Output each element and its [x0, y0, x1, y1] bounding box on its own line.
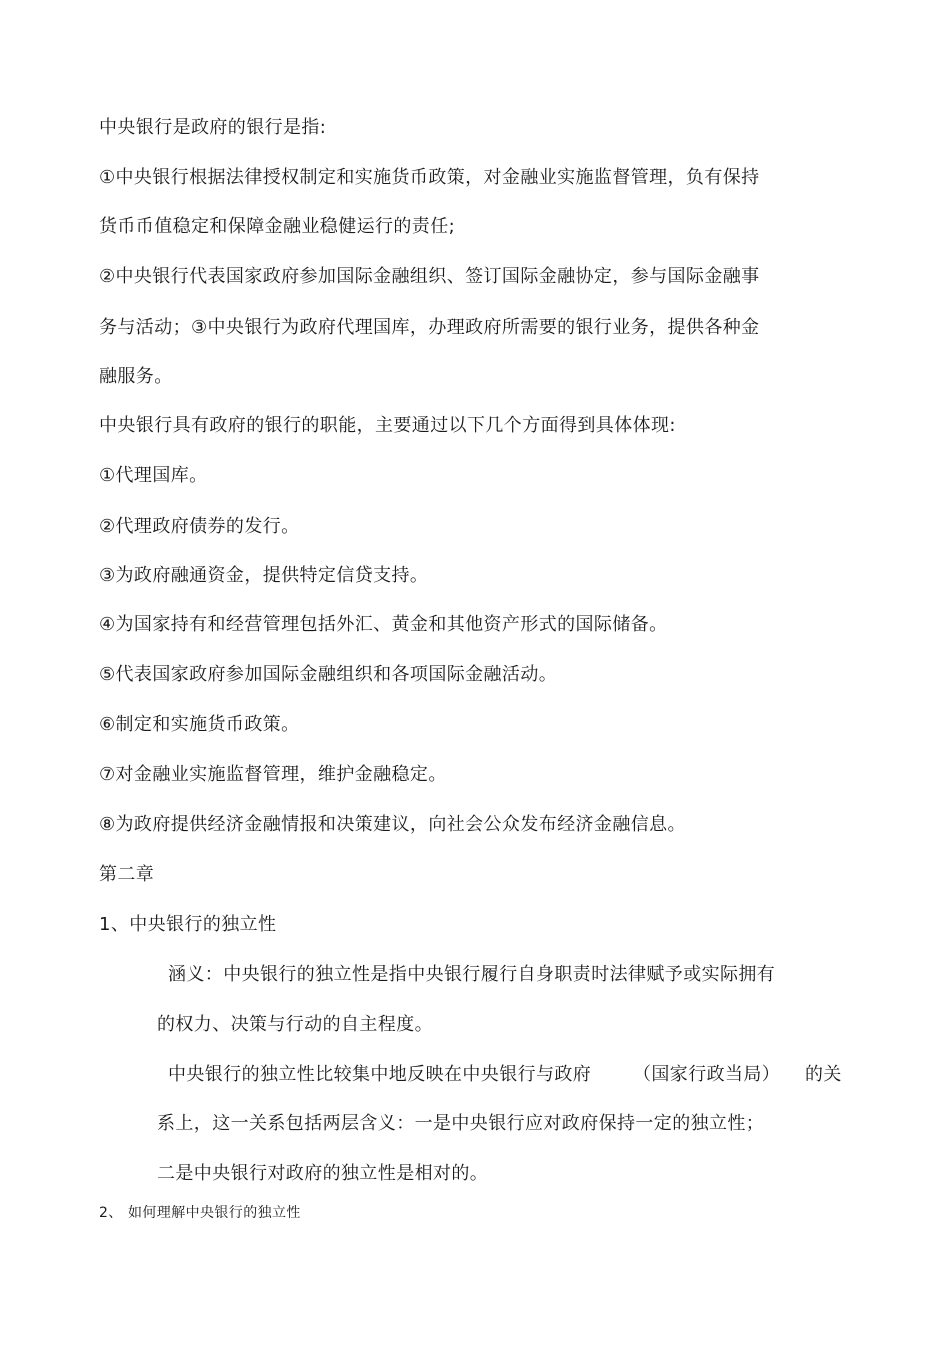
relationship-line-2: 系上，这一关系包括两层含义：一是中央银行应对政府保持一定的独立性；	[157, 1113, 765, 1134]
intro-line: 中央银行是政府的银行是指:	[99, 117, 327, 138]
function-item: ③为政府融通资金，提供特定信贷支持。	[99, 565, 429, 586]
function-item: ②代理政府债券的发行。	[99, 516, 300, 537]
definition-line-1: 涵义：中央银行的独立性是指中央银行履行自身职责时法律赋予或实际拥有	[168, 964, 776, 985]
paragraph-2-line-3: 融服务。	[99, 366, 173, 387]
paragraph-2-line-2: 务与活动；③中央银行为政府代理国库，办理政府所需要的银行业务，提供各种金	[99, 317, 760, 338]
paragraph-1-line-2: 货币币值稳定和保障金融业稳健运行的责任;	[99, 216, 456, 237]
section-heading-1: 1、中央银行的独立性	[99, 914, 277, 935]
section-heading-2-number: 2、	[99, 1205, 123, 1221]
relationship-line-1c: 的关	[805, 1064, 842, 1085]
function-item: ⑤代表国家政府参加国际金融组织和各项国际金融活动。	[99, 664, 558, 685]
functions-intro: 中央银行具有政府的银行的职能，主要通过以下几个方面得到具体体现:	[99, 415, 676, 436]
definition-line-2: 的权力、决策与行动的自主程度。	[157, 1014, 433, 1035]
paragraph-1-line-1: ①中央银行根据法律授权制定和实施货币政策，对金融业实施监督管理，负有保持	[99, 167, 760, 188]
function-item: ⑥制定和实施货币政策。	[99, 714, 300, 735]
paragraph-2-line-1: ②中央银行代表国家政府参加国际金融组织、签订国际金融协定，参与国际金融事	[99, 266, 760, 287]
function-item: ⑦对金融业实施监督管理，维护金融稳定。	[99, 764, 447, 785]
relationship-line-3: 二是中央银行对政府的独立性是相对的。	[157, 1163, 489, 1184]
relationship-line-1a: 中央银行的独立性比较集中地反映在中央银行与政府	[168, 1064, 592, 1085]
function-item: ①代理国库。	[99, 465, 208, 486]
relationship-line-1b: （国家行政当局）	[633, 1064, 781, 1085]
function-item: ⑧为政府提供经济金融情报和决策建议，向社会公众发布经济金融信息。	[99, 814, 686, 835]
section-heading-2-text: 如何理解中央银行的独立性	[128, 1205, 301, 1221]
chapter-title: 第二章	[99, 864, 155, 885]
function-item: ④为国家持有和经营管理包括外汇、黄金和其他资产形式的国际储备。	[99, 614, 668, 635]
